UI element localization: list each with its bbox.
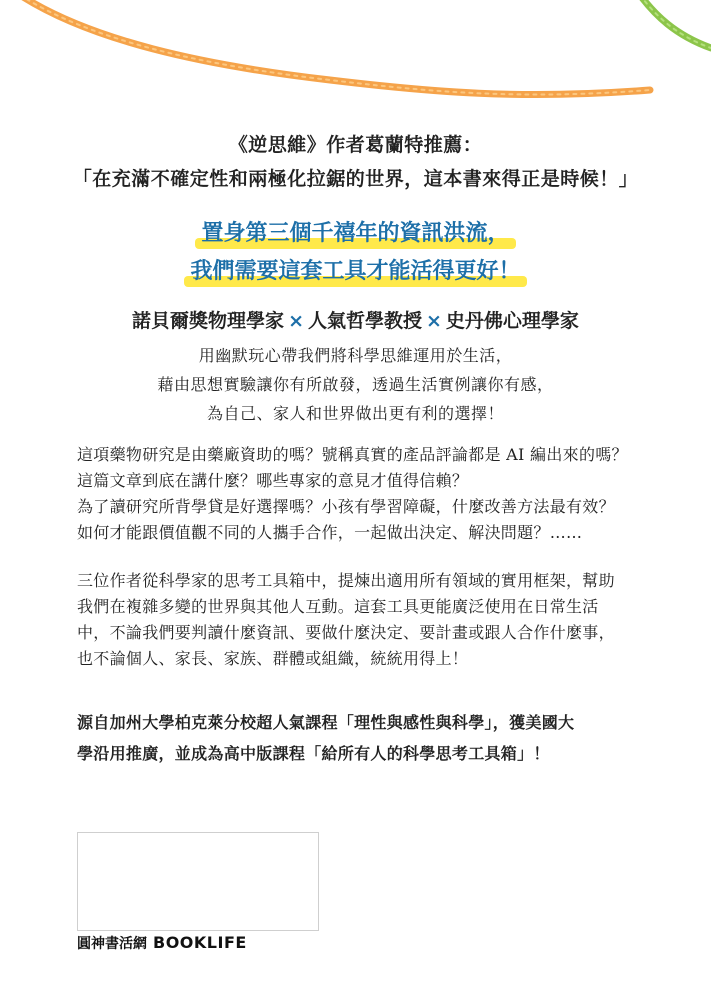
endorsement: [0, 128, 711, 196]
author-credit-psychologist: 史丹佛心理學家: [445, 310, 579, 332]
question-line: 為了讀研究所背學貸是好選擇嗎？小孩有學習障礙，什麼改善方法最有效？: [77, 497, 615, 516]
publisher-logo: [77, 933, 247, 953]
origin-paragraph: [77, 707, 637, 769]
tagline-line: 用幽默玩心帶我們將科學思維運用於生活，: [198, 346, 513, 365]
origin-line: 學沿用推廣，並成為高中版課程「給所有人的科學思考工具箱」！: [77, 744, 550, 763]
ribbon-decoration: [0, 0, 711, 120]
slogan-line-1: 置身第三個千禧年的資訊洪流，: [195, 214, 515, 252]
author-credits: [0, 306, 711, 336]
author-credit-physicist: 諾貝爾獎物理學家: [132, 310, 285, 332]
description-line: 我們在複雜多變的世界與其他人互動。這套工具更能廣泛使用在日常生活: [77, 597, 599, 616]
questions-paragraph: [77, 442, 637, 546]
description-line: 也不論個人、家長、家族、群體或組織，統統用得上！: [77, 649, 469, 668]
question-line: 這項藥物研究是由藥廠資助的嗎？號稱真實的產品評論都是 AI 編出來的嗎？: [77, 445, 628, 464]
tagline-line: 藉由思想實驗讓你有所啟發，透過生活實例讓你有感，: [157, 375, 554, 394]
description-line: 中，不論我們要判讀什麼資訊、要做什麼決定、要計畫或跟人合作什麼事，: [77, 623, 615, 642]
publisher-name-zh: 圓神書活網: [77, 936, 147, 952]
tagline: [0, 341, 711, 428]
endorsement-quote: 「在充滿不確定性和兩極化拉鋸的世界，這本書來得正是時候！」: [72, 168, 639, 190]
tagline-line: 為自己、家人和世界做出更有利的選擇！: [206, 404, 504, 423]
endorsement-line-1: 《逆思維》作者葛蘭特推薦：: [228, 134, 483, 156]
author-credit-philosopher: 人氣哲學教授: [307, 310, 422, 332]
description-line: 三位作者從科學家的思考工具箱中，提煉出適用所有領域的實用框架，幫助: [77, 571, 615, 590]
separator-x: ×: [426, 310, 442, 332]
question-line: 這篇文章到底在講什麼？哪些專家的意見才值得信賴？: [77, 471, 469, 490]
question-line: 如何才能跟價值觀不同的人攜手合作，一起做出決定、解決問題？……: [77, 523, 583, 542]
slogan-line-2: 我們需要這套工具才能活得更好！: [184, 252, 526, 290]
description-paragraph: [77, 568, 637, 672]
separator-x: ×: [288, 310, 304, 332]
slogan: [0, 214, 711, 290]
publisher-name-en: BOOKLIFE: [153, 933, 247, 952]
barcode-area: [77, 832, 319, 931]
origin-line: 源自加州大學柏克萊分校超人氣課程「理性與感性與科學」，獲美國大: [77, 713, 575, 732]
